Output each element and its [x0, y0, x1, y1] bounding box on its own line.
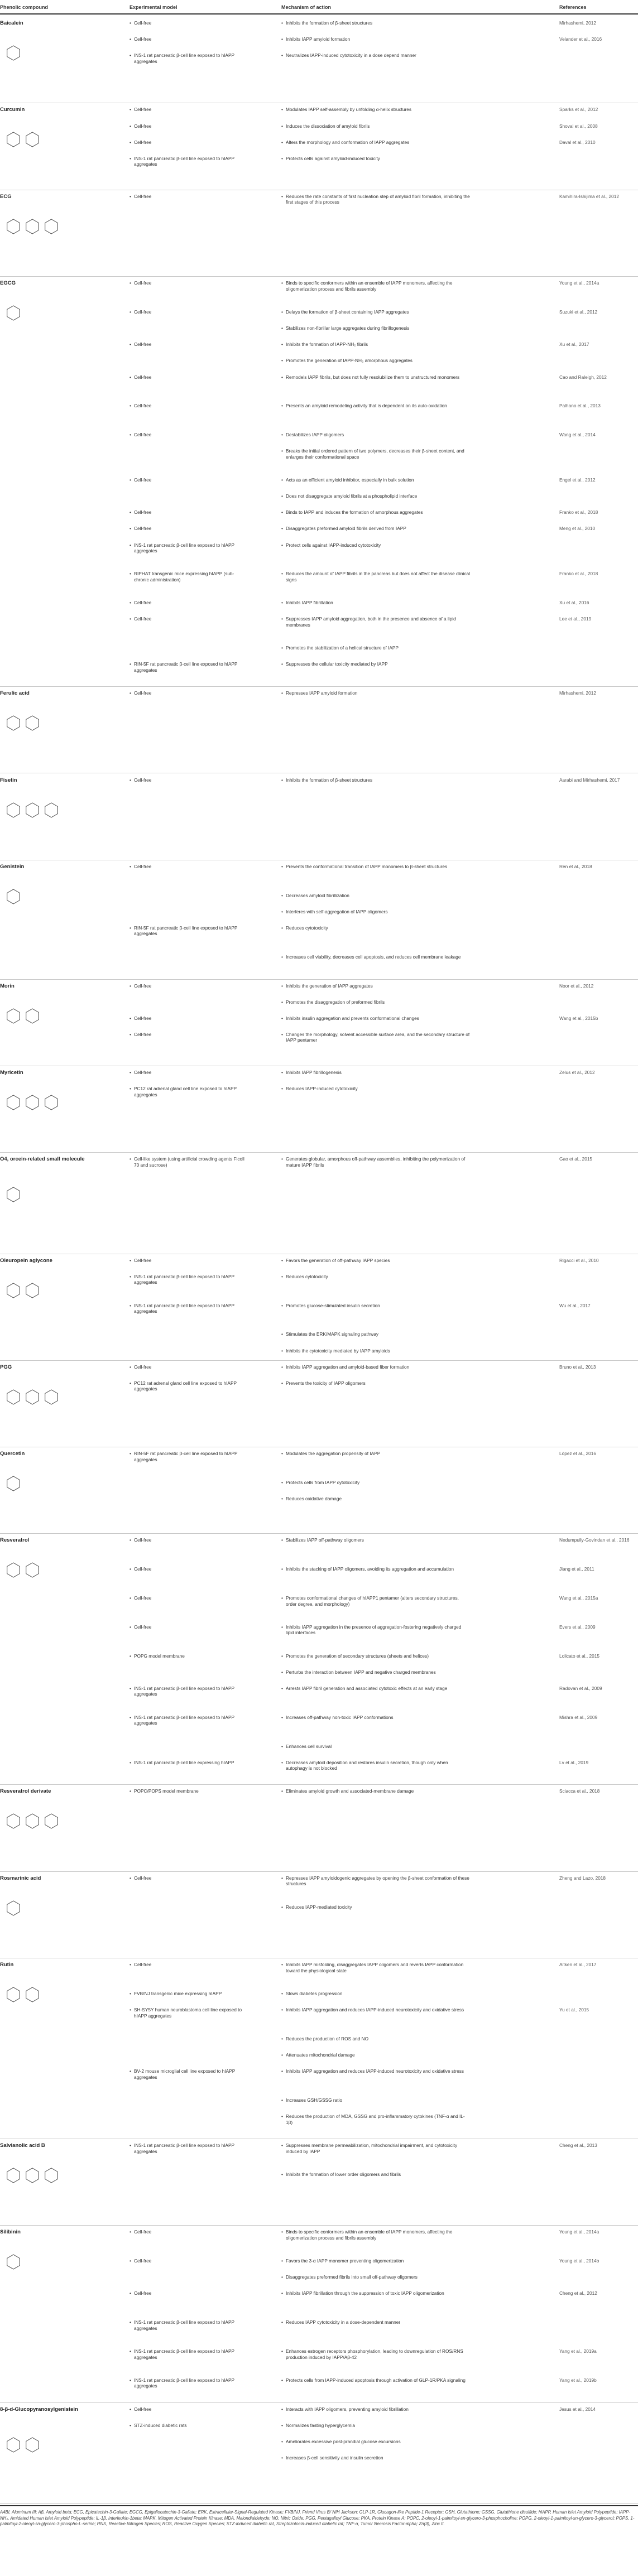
mechanism-of-action: • Inhibits the formation of β-sheet structures	[281, 777, 470, 783]
table-row	[0, 103, 638, 190]
reference: Sciacca et al., 2018	[559, 1788, 600, 1794]
reference: Mirhashemi, 2012	[559, 20, 596, 26]
experimental-model: • Cell-free	[129, 509, 246, 516]
compound-name: Genistein	[0, 863, 25, 870]
mechanism-of-action: • Suppresses IAPP amyloid aggregation, both in the presence and absence of a lipid membranes	[281, 616, 470, 628]
table-row	[0, 1958, 638, 2139]
mechanism-of-action: • Increases off-pathway non-toxic IAPP conformations	[281, 1715, 470, 1721]
mechanism-of-action: • Promotes the disaggregation of preformed fibrils	[281, 999, 470, 1005]
reference: Yang et al., 2019a	[559, 2348, 597, 2354]
mechanism-of-action: • Changes the morphology, solvent accessible surface area, and the secondary structure of IAPP pentamer	[281, 1032, 470, 1043]
mechanism-of-action: • Inhibits IAPP aggregation and reduces IAPP-induced neurotoxicity and oxidative stress	[281, 2068, 470, 2074]
mechanism-of-action: • Enhances estrogen receptors phosphorylation, leading to downregulation of ROS/RNS production induced by IAPP/Aβ-42	[281, 2348, 470, 2360]
experimental-model: • Cell-free	[129, 2290, 246, 2296]
compound-name: Fisetin	[0, 777, 17, 783]
mechanism-of-action: • Breaks the initial ordered pattern of two polymers, decreases their β-sheet content, and enlarges their conformational space	[281, 448, 470, 460]
mechanism-of-action: • Eliminates amyloid growth and associated-membrane damage	[281, 1788, 470, 1794]
compound-name: Salvianolic acid B	[0, 2142, 45, 2149]
experimental-model: • Cell-free	[129, 2406, 246, 2413]
table-row	[0, 1534, 638, 1785]
table-row	[0, 17, 638, 103]
mechanism-of-action: • Binds to IAPP and induces the formation of amorphous aggregates	[281, 509, 470, 516]
compound-name: ECG	[0, 193, 12, 200]
compound-name: Rutin	[0, 1962, 14, 1968]
reference: Kamihira-Ishijima et al., 2012	[559, 193, 619, 199]
reference: Mishra et al., 2009	[559, 1714, 598, 1720]
mechanism-of-action: • Binds to specific conformers within an ensemble of IAPP monomers, affecting the oligomerization process and fibrils assembly	[281, 280, 470, 292]
molecule-structure-icon	[1, 1545, 90, 1595]
reference: Bruno et al., 2013	[559, 1364, 596, 1370]
mechanism-of-action: • Represses IAPP amyloid formation	[281, 690, 470, 696]
compound-name: Baicalein	[0, 20, 23, 26]
reference: Daval et al., 2010	[559, 139, 596, 145]
table-row	[0, 1153, 638, 1254]
experimental-model: • Cell-free	[129, 1875, 246, 1881]
mechanism-of-action: • Modulates the aggregation propensity of IAPP	[281, 1451, 470, 1457]
mechanism-of-action: • Slows diabetes progression	[281, 1991, 470, 1997]
mechanism-of-action: • Inhibits the stacking of IAPP oligomers, avoiding its aggregation and accumulation	[281, 1566, 470, 1572]
experimental-model: • Cell-free	[129, 36, 246, 42]
reference: Lv et al., 2019	[559, 1759, 589, 1765]
mechanism-of-action: • Promotes conformational changes of hIAPP1 pentamer (alters secondary structures, order degree, and morphology)	[281, 1595, 470, 1607]
mechanism-of-action: • Interacts with IAPP oligomers, preventing amyloid fibrillation	[281, 2406, 470, 2413]
molecule-structure-icon	[1, 1169, 90, 1220]
table-row	[0, 687, 638, 773]
table-row	[0, 1254, 638, 1361]
experimental-model: • RIN-5F rat pancreatic β-cell line exposed to hIAPP aggregates	[129, 661, 246, 673]
reference: Mirhashemi, 2012	[559, 690, 596, 696]
table-row	[0, 1785, 638, 1871]
experimental-model: • FVB/NJ transgenic mice expressing hIAPP	[129, 1991, 246, 1997]
table-row	[0, 190, 638, 277]
reference: Sparks et al., 2012	[559, 107, 598, 113]
reference: Zheng and Lazo, 2018	[559, 1875, 606, 1881]
reference: Lolicato et al., 2015	[559, 1653, 599, 1659]
experimental-model: • BV-2 mouse microglial cell line exposed to hIAPP aggregates	[129, 2068, 246, 2080]
experimental-model: • Cell-free	[129, 477, 246, 483]
mechanism-of-action: • Suppresses the cellular toxicity mediated by IAPP	[281, 661, 470, 667]
experimental-model: • INS-1 rat pancreatic β-cell line exposed to hIAPP aggregates	[129, 1274, 246, 1285]
mechanism-of-action: • Prevents the toxicity of IAPP oligomers	[281, 1380, 470, 1386]
mechanism-of-action: • Favors the 3-α IAPP monomer preventing oligomerization	[281, 2258, 470, 2264]
experimental-model: • Cell-free	[129, 690, 246, 696]
reference: Gao et al., 2015	[559, 1156, 593, 1162]
reference: Young et al., 2014a	[559, 280, 599, 286]
experimental-model: • INS-1 rat pancreatic β-cell line exposed to hIAPP aggregates	[129, 1715, 246, 1726]
experimental-model: • Cell-free	[129, 1032, 246, 1038]
header-compound: Phenolic compound	[0, 4, 49, 10]
mechanism-of-action: • Inhibits the formation of β-sheet structures	[281, 20, 470, 26]
mechanism-of-action: • Increases GSH/GSSG ratio	[281, 2097, 470, 2103]
mechanism-of-action: • Disaggregates preformed amyloid fibrils derived from IAPP	[281, 526, 470, 532]
mechanism-of-action: • Inhibits IAPP misfolding, disaggregates IAPP oligomers and reverts IAPP conformation toward the physiological state	[281, 1962, 470, 1973]
compound-name: 8-β-d-Glucopyranosylgenistein	[0, 2406, 78, 2413]
reference: Lee et al., 2019	[559, 616, 592, 622]
reference: Engel et al., 2012	[559, 477, 596, 483]
mechanism-of-action: • Inhibits the formation of IAPP-NH₂ fibrils	[281, 341, 470, 348]
experimental-model: • RIPHAT transgenic mice expressing hIAPP (sub-chronic administration)	[129, 571, 246, 582]
reference: Cheng et al., 2012	[559, 2290, 597, 2296]
molecule-structure-icon	[1, 1077, 90, 1128]
experimental-model: • Cell-free	[129, 341, 246, 348]
reference: Xu et al., 2017	[559, 341, 589, 348]
mechanism-of-action: • Reduces IAPP-induced cytotoxicity	[281, 1086, 470, 1092]
reference: López et al., 2016	[559, 1451, 596, 1457]
mechanism-of-action: • Promotes the generation of secondary structures (sheets and helices)	[281, 1653, 470, 1659]
mechanism-of-action: • Binds to specific conformers within an ensemble of IAPP monomers, affecting the oligomerization process and fibrils assembly	[281, 2229, 470, 2241]
mechanism-of-action: • Inhibits IAPP fibrillation	[281, 600, 470, 606]
mechanism-of-action: • Reduces the production of ROS and NO	[281, 2036, 470, 2042]
mechanism-of-action: • Inhibits IAPP fibrillogenesis	[281, 1070, 470, 1076]
compound-name: Myricetin	[0, 1069, 23, 1076]
reference: Jiang et al., 2011	[559, 1566, 594, 1572]
mechanism-of-action: • Interferes with self-aggregation of IAPP oligomers	[281, 909, 470, 915]
mechanism-of-action: • Inhibits IAPP aggregation and amyloid-based fiber formation	[281, 1364, 470, 1370]
mechanism-of-action: • Remodels IAPP fibrils, but does not fully resolubilize them to unstructured monomers	[281, 374, 470, 381]
mechanism-of-action: • Reduces the amount of IAPP fibrils in the pancreas but does not affect the disease clinical signs	[281, 571, 470, 582]
experimental-model: • Cell-free	[129, 600, 246, 606]
experimental-model: • INS-1 rat pancreatic β-cell line exposed to hIAPP aggregates	[129, 2377, 246, 2389]
reference: Wang et al., 2015a	[559, 1595, 598, 1601]
compound-name: Ferulic acid	[0, 690, 30, 697]
reference: Suzuki et al., 2012	[559, 309, 598, 315]
mechanism-of-action: • Decreases amyloid deposition and restores insulin secretion, though only when autophagy is not blocked	[281, 1760, 470, 1771]
molecule-structure-icon	[1, 2237, 90, 2287]
reference: Yu et al., 2015	[559, 2007, 589, 2013]
mechanism-of-action: • Arrests IAPP fibril generation and associated cytotoxic effects at an early stage	[281, 1686, 470, 1692]
mechanism-of-action: • Protects cells against amyloid-induced toxicity	[281, 156, 470, 162]
experimental-model: • PC12 rat adrenal gland cell line exposed to hIAPP aggregates	[129, 1380, 246, 1392]
reference: Velander et al., 2016	[559, 36, 602, 42]
mechanism-of-action: • Inhibits the cytotoxicity mediated by IAPP amyloids	[281, 1348, 470, 1354]
compound-name: EGCG	[0, 280, 16, 287]
mechanism-of-action: • Protects cells from IAPP-induced apoptosis through activation of GLP-1R/PKA signaling	[281, 2377, 470, 2384]
reference: Evers et al., 2009	[559, 1624, 596, 1630]
experimental-model: • SH-SY5Y human neuroblastoma cell line exposed to hIAPP aggregates	[129, 2007, 246, 2019]
reference: Aitken et al., 2017	[559, 1962, 597, 1968]
mechanism-of-action: • Prevents the conformational transition of IAPP monomers to β-sheet structures	[281, 864, 470, 870]
mechanism-of-action: • Favors the generation of off-pathway IAPP species	[281, 1258, 470, 1264]
table-row	[0, 1872, 638, 1958]
reference: Noor et al., 2012	[559, 983, 594, 989]
mechanism-of-action: • Neutralizes IAPP-induced cytotoxicity in a dose depend manner	[281, 52, 470, 59]
mechanism-of-action: • Normalizes fasting hyperglycemia	[281, 2423, 470, 2429]
mechanism-of-action: • Inhibits IAPP aggregation and reduces IAPP-induced neurotoxicity and oxidative stress	[281, 2007, 470, 2013]
mechanism-of-action: • Induces the dissociation of amyloid fibrils	[281, 123, 470, 129]
experimental-model: • Cell-free	[129, 194, 246, 200]
reference: Xu et al., 2016	[559, 600, 589, 606]
experimental-model: • Cell-free	[129, 20, 246, 26]
experimental-model: • POPC/POPS model membrane	[129, 1788, 246, 1794]
reference: Ren et al., 2018	[559, 863, 592, 869]
experimental-model: • Cell-free	[129, 1624, 246, 1630]
reference: Cao and Raleigh, 2012	[559, 374, 607, 380]
mechanism-of-action: • Presents an amyloid remodeling activity that is dependent on its auto-oxidation	[281, 403, 470, 409]
table-row	[0, 1066, 638, 1153]
table-row	[0, 2403, 638, 2504]
mechanism-of-action: • Reduces oxidative damage	[281, 1496, 470, 1502]
table-row	[0, 860, 638, 980]
experimental-model: • Cell-free	[129, 1566, 246, 1572]
reference: Young et al., 2014b	[559, 2258, 599, 2264]
table-row	[0, 277, 638, 687]
mechanism-of-action: • Increases β-cell sensitivity and insulin secretion	[281, 2455, 470, 2461]
experimental-model: • INS-1 rat pancreatic β-cell line expressing hIAPP	[129, 1760, 246, 1766]
footer-rule	[0, 2505, 638, 2506]
compound-name: Curcumin	[0, 107, 25, 113]
reference: Cheng et al., 2013	[559, 2142, 597, 2149]
compound-name: O4, orcein-related small molecule	[0, 1156, 85, 1163]
table-row	[0, 2139, 638, 2226]
molecule-structure-icon	[1, 1372, 90, 1422]
experimental-model: • Cell-like system (using artificial crowding agents Ficoll 70 and sucrose)	[129, 1156, 246, 1168]
experimental-model: • STZ-induced diabetic rats	[129, 2423, 246, 2429]
mechanism-of-action: • Decreases amyloid fibrillization	[281, 893, 470, 899]
mechanism-of-action: • Enhances cell survival	[281, 1744, 470, 1750]
mechanism-of-action: • Ameliorates excessive post-prandial glucose excursions	[281, 2439, 470, 2445]
compound-name: Oleuropein aglycone	[0, 1257, 52, 1264]
table-row	[0, 1447, 638, 1534]
compound-name: Silibinin	[0, 2229, 21, 2236]
mechanism-of-action: • Modulates IAPP self-assembly by unfolding α-helix structures	[281, 107, 470, 113]
mechanism-of-action: • Reduces cytotoxicity	[281, 1274, 470, 1280]
compound-name: Quercetin	[0, 1451, 25, 1457]
experimental-model: • RIN-5F rat pancreatic β-cell line exposed to hIAPP aggregates	[129, 925, 246, 937]
experimental-model: • Cell-free	[129, 1258, 246, 1264]
experimental-model: • Cell-free	[129, 403, 246, 409]
reference: Jesus et al., 2014	[559, 2406, 596, 2412]
molecule-structure-icon	[1, 871, 90, 922]
mechanism-of-action: • Protects cells from IAPP cytotoxicity	[281, 1480, 470, 1486]
compound-name: Rosmarinic acid	[0, 1875, 41, 1881]
compound-name: Resveratrol	[0, 1537, 30, 1544]
mechanism-of-action: • Generates globular, amorphous off-pathway assemblies, inhibiting the polymerization of mature IAPP fibrils	[281, 1156, 470, 1168]
molecule-structure-icon	[1, 201, 90, 252]
mechanism-of-action: • Destabilizes IAPP oligomers	[281, 432, 470, 438]
experimental-model: • Cell-free	[129, 864, 246, 870]
reference: Wu et al., 2017	[559, 1302, 591, 1308]
mechanism-of-action: • Perturbs the interaction between IAPP and negative charged membranes	[281, 1669, 470, 1675]
header-mechanism: Mechanism of action	[281, 4, 332, 10]
mechanism-of-action: • Delays the formation of β-sheet containing IAPP aggregates	[281, 309, 470, 315]
experimental-model: • INS-1 rat pancreatic β-cell line exposed to hIAPP aggregates	[129, 2319, 246, 2331]
mechanism-of-action: • Inhibits insulin aggregation and prevents conformational changes	[281, 1015, 470, 1022]
experimental-model: • Cell-free	[129, 2258, 246, 2264]
experimental-model: • INS-1 rat pancreatic β-cell line exposed to hIAPP aggregates	[129, 52, 246, 64]
molecule-structure-icon	[1, 2420, 90, 2470]
molecule-structure-icon	[1, 114, 90, 165]
reference: Aarabi and Mirhashemi, 2017	[559, 777, 620, 783]
molecule-structure-icon	[1, 28, 90, 78]
experimental-model: • Cell-free	[129, 374, 246, 381]
experimental-model: • INS-1 rat pancreatic β-cell line exposed to hIAPP aggregates	[129, 542, 246, 554]
reference: Franko et al., 2018	[559, 571, 598, 577]
mechanism-of-action: • Reduces IAPP cytotoxicity in a dose-dependent manner	[281, 2319, 470, 2325]
mechanism-of-action: • Attenuates mitochondrial damage	[281, 2052, 470, 2058]
experimental-model: • RIN-5F rat pancreatic β-cell line exposed to hIAPP aggregates	[129, 1451, 246, 1462]
table-row	[0, 2226, 638, 2402]
molecule-structure-icon	[1, 991, 90, 1041]
table-row	[0, 980, 638, 1066]
reference: Zelus et al., 2012	[559, 1069, 595, 1075]
mechanism-of-action: • Stabilizes non-fibrillar large aggregates during fibrillogenesis	[281, 325, 470, 331]
mechanism-of-action: • Protect cells against IAPP-induced cytotoxicity	[281, 542, 470, 548]
mechanism-of-action: • Represses IAPP amyloidogenic aggregates by opening the β-sheet conformation of these structures	[281, 1875, 470, 1887]
experimental-model: • Cell-free	[129, 1962, 246, 1968]
experimental-model: • Cell-free	[129, 1364, 246, 1370]
experimental-model: • INS-1 rat pancreatic β-cell line exposed to hIAPP aggregates	[129, 2142, 246, 2154]
molecule-structure-icon	[1, 698, 90, 748]
mechanism-of-action: • Promotes the stabilization of a helical structure of IAPP	[281, 645, 470, 651]
experimental-model: • Cell-free	[129, 1595, 246, 1601]
experimental-model: • Cell-free	[129, 309, 246, 315]
reference: Rigacci et al., 2010	[559, 1257, 599, 1263]
compound-name: Morin	[0, 983, 15, 989]
experimental-model: • Cell-free	[129, 139, 246, 146]
molecule-structure-icon	[1, 1458, 90, 1509]
experimental-model: • INS-1 rat pancreatic β-cell line exposed to hIAPP aggregates	[129, 2348, 246, 2360]
molecule-structure-icon	[1, 1796, 90, 1846]
table-header	[0, 0, 638, 15]
table-row	[0, 1361, 638, 1447]
mechanism-of-action: • Reduces the rate constants of first nucleation step of amyloid fibril formation, inhibiting the first stages of this process	[281, 194, 470, 205]
experimental-model: • Cell-free	[129, 526, 246, 532]
mechanism-of-action: • Reduces IAPP-mediated toxicity	[281, 1904, 470, 1910]
experimental-model: • PC12 rat adrenal gland cell line exposed to hIAPP aggregates	[129, 1086, 246, 1097]
reference: Franko et al., 2018	[559, 509, 598, 516]
table-footnote: A4BI, Aluminum III; Aβ, Amyloid beta; ECG, Epicatechin-3-Gallate; EGCG, Epigallocatechin-3-Gallate; ERK, Extracellular-Signal-Regulated Kinase; FVB/NJ, Friend Virus B/ NIH Jackson; GLP-1R, Glucagon-like Peptide-1 Receptor; GSH, Glutathione; GSSG, Glutathione disulfide; hIAPP, Human Islet Amyloid Polypeptide; IAPP-NH₂, Amidated Human Islet Amyloid Polypeptide; IL-1β, Interleukin-1beta; MAPK, Mitogen Activated Protein Kinase; MDA, Malondialdehyde; NO, Nitric Oxide; PGG, Pentagalloyl Glucose; PKA, Protein Kinase A; POPC, 2-oleoyl-1-palmitoyl-sn-glycero-3-phosphocholine; POPG, 2-oleoyl-1-palmitoyl-sn-glycero-3-glycerol; POPS, 1-palmitoyl-2-oleoyl-sn-glycero-3-phospho-L-serine; RNS, Reactive Nitrogen Species; ROS, Reactive Oxygen Species; STZ-induced diabetic rat, Streptozotocin-induced diabetic rat; TNF-α, Tumor Necrosis Factor-alpha; Zn(II), Zinc II.	[0, 2510, 635, 2526]
mechanism-of-action: • Inhibits IAPP amyloid formation	[281, 36, 470, 42]
compound-name: PGG	[0, 1364, 12, 1370]
molecule-structure-icon	[1, 2150, 90, 2201]
experimental-model: • Cell-free	[129, 107, 246, 113]
experimental-model: • Cell-free	[129, 2229, 246, 2235]
reference: Shoval et al., 2008	[559, 123, 598, 129]
experimental-model: • POPG model membrane	[129, 1653, 246, 1659]
row-divider	[0, 2503, 638, 2504]
mechanism-of-action: • Does not disaggregate amyloid fibrils at a phospholipid interface	[281, 493, 470, 499]
experimental-model: • Cell-free	[129, 616, 246, 622]
mechanism-of-action: • Disaggregates preformed fibrils into small off-pathway oligomers	[281, 2274, 470, 2280]
molecule-structure-icon	[1, 1883, 90, 1933]
mechanism-of-action: • Reduces cytotoxicity	[281, 925, 470, 931]
header-references: References	[559, 4, 587, 10]
mechanism-of-action: • Inhibits the formation of lower order oligomers and fibrils	[281, 2171, 470, 2178]
mechanism-of-action: • Inhibits the generation of IAPP aggregates	[281, 983, 470, 989]
reference: Nedumpully-Govindan et al., 2016	[559, 1537, 630, 1543]
reference: Wang et al., 2014	[559, 432, 596, 438]
experimental-model: • Cell-free	[129, 1070, 246, 1076]
molecule-structure-icon	[1, 1265, 90, 1316]
reference: Young et al., 2014a	[559, 2229, 599, 2235]
experimental-model: • INS-1 rat pancreatic β-cell line exposed to hIAPP aggregates	[129, 156, 246, 167]
experimental-model: • Cell-free	[129, 983, 246, 989]
mechanism-of-action: • Stabilizes IAPP off-pathway oligomers	[281, 1537, 470, 1543]
mechanism-of-action: • Promotes glucose-stimulated insulin secretion	[281, 1303, 470, 1309]
experimental-model: • Cell-free	[129, 432, 246, 438]
experimental-model: • INS-1 rat pancreatic β-cell line exposed to hIAPP aggregates	[129, 1686, 246, 1697]
compound-name: Resveratrol derivate	[0, 1788, 51, 1795]
reference: Palhano et al., 2013	[559, 403, 601, 409]
mechanism-of-action: • Increases cell viability, decreases cell apoptosis, and reduces cell membrane leakage	[281, 954, 470, 960]
mechanism-of-action: • Promotes the generation of IAPP-NH₂ amorphous aggregates	[281, 358, 470, 364]
experimental-model: • Cell-free	[129, 1015, 246, 1022]
experimental-model: • Cell-free	[129, 1537, 246, 1543]
molecule-structure-icon	[1, 1970, 90, 2020]
mechanism-of-action: • Reduces the production of MDA, GSSG and pro-inflammatory cytokines (TNF-α and IL-1β)	[281, 2113, 470, 2125]
reference: Yang et al., 2019b	[559, 2377, 597, 2383]
reference: Wang et al., 2015b	[559, 1015, 598, 1021]
mechanism-of-action: • Acts as an efficient amyloid inhibitor, especially in bulk solution	[281, 477, 470, 483]
header-rule	[0, 13, 638, 15]
mechanism-of-action: • Inhibits IAPP aggregation in the presence of aggregation-fostering negatively charged lipid interfaces	[281, 1624, 470, 1636]
mechanism-of-action: • Suppresses membrane permeabilization, mitochondrial impairment, and cytotoxicity induced by IAPP	[281, 2142, 470, 2154]
header-model: Experimental model	[129, 4, 178, 10]
mechanism-of-action: • Stimulates the ERK/MAPK signaling pathway	[281, 1331, 470, 1337]
mechanism-of-action: • Alters the morphology and conformation of IAPP aggregates	[281, 139, 470, 146]
experimental-model: • Cell-free	[129, 123, 246, 129]
experimental-model: • INS-1 rat pancreatic β-cell line exposed to hIAPP aggregates	[129, 1303, 246, 1315]
molecule-structure-icon	[1, 288, 90, 338]
molecule-structure-icon	[1, 785, 90, 835]
experimental-model: • Cell-free	[129, 777, 246, 783]
mechanism-of-action: • Inhibits IAPP fibrillation through the suppression of toxic IAPP oligomerization	[281, 2290, 470, 2296]
experimental-model: • Cell-free	[129, 280, 246, 286]
table-row	[0, 774, 638, 860]
reference: Radovan et al., 2009	[559, 1685, 602, 1691]
reference: Meng et al., 2010	[559, 526, 596, 532]
